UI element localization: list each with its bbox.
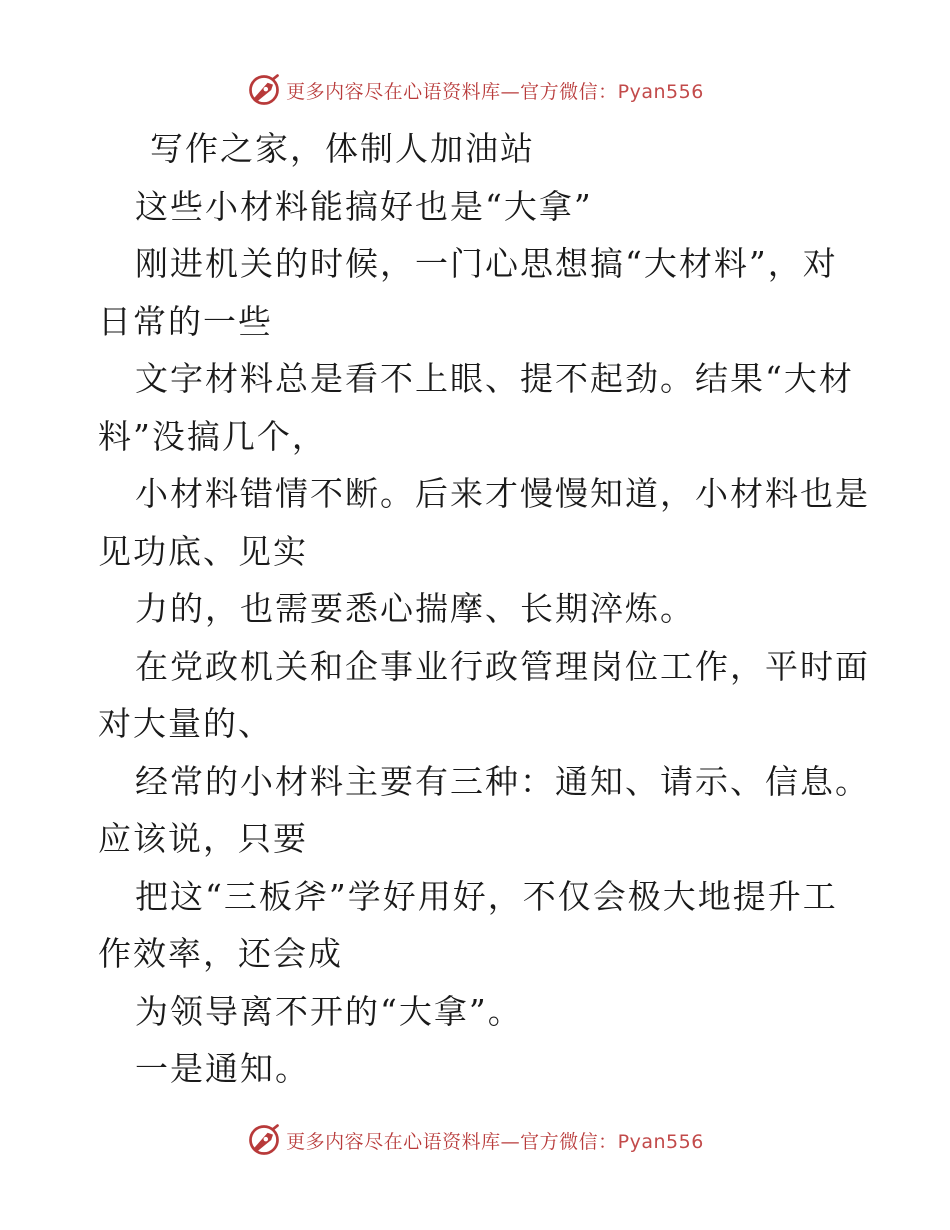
watermark-text: [286, 77, 704, 104]
header-watermark: [0, 72, 950, 108]
paragraph-line: 应该说，只要: [98, 819, 308, 858]
watermark-text: [286, 1127, 704, 1154]
paragraph-line: 力的，也需要悉心揣摩、长期淬炼。: [135, 589, 695, 628]
paragraph-line: 文字材料总是看不上眼、提不起劲。结果“大材: [135, 359, 854, 398]
paragraph-line: 小材料错情不断。后来才慢慢知道，小材料也是: [135, 474, 870, 513]
paragraph-line: 经常的小材料主要有三种：通知、请示、信息。: [135, 761, 870, 801]
paragraph-line: 日常的一些: [98, 301, 273, 341]
watermark-wechat-id: Pyan556: [617, 1130, 704, 1153]
paragraph-line: 对大量的、: [98, 704, 273, 743]
paragraph-line: 一是通知。: [135, 1049, 310, 1088]
pen-nib-logo-icon: [246, 72, 282, 108]
paragraph-line: 作效率，还会成: [98, 934, 343, 973]
paragraph-line: 见功底、见实: [98, 531, 308, 571]
watermark-prefix: 更多内容尽在心语资料库—官方微信：: [286, 1130, 618, 1153]
paragraph-line: 把这“三板斧”学好用好，不仅会极大地提升工: [135, 876, 838, 916]
article-heading: 这些小材料能搞好也是“大拿”: [135, 186, 593, 226]
pen-nib-logo-icon: [246, 1122, 282, 1158]
document-body: [98, 120, 870, 1098]
paragraph-line: 刚进机关的时候，一门心思想搞“大材料”，对: [135, 244, 838, 283]
document-title: 写作之家，体制人加油站: [150, 129, 535, 168]
watermark-wechat-id: Pyan556: [617, 80, 704, 103]
watermark-prefix: 更多内容尽在心语资料库—官方微信：: [286, 80, 618, 103]
paragraph-line: 为领导离不开的“大拿”。: [135, 991, 523, 1031]
footer-watermark: [0, 1122, 950, 1158]
paragraph-line: 在党政机关和企事业行政管理岗位工作，平时面: [135, 646, 870, 686]
paragraph-line: 料”没搞几个，: [98, 416, 327, 456]
